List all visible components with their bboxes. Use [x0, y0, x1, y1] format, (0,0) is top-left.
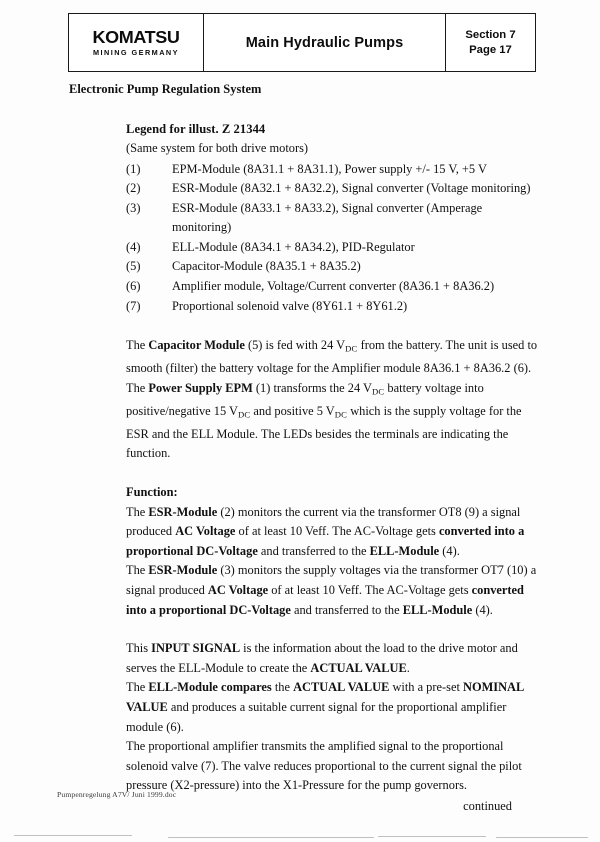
list-item	[126, 257, 538, 277]
text-run-bold: Capacitor Module	[148, 338, 245, 353]
page-title: Main Hydraulic Pumps	[245, 34, 404, 51]
paragraph-esr-module-3	[126, 561, 538, 620]
text-run: of at least 10 Veff. The AC-Voltage gets	[235, 524, 439, 539]
text-run-bold: AC Voltage	[207, 583, 269, 597]
legend-item-number: (2)	[126, 181, 141, 196]
subscript-dc: DC	[345, 343, 358, 354]
text-run-bold: ACTUAL VALUE	[310, 660, 407, 675]
spacer	[126, 316, 538, 336]
paragraph-power-supply-epm	[126, 379, 538, 464]
page-number: Page 17	[469, 43, 512, 56]
logo-tagline-text: MINING GERMANY	[93, 48, 179, 58]
subscript-dc: DC	[237, 409, 251, 420]
legend-item-number: (1)	[126, 161, 141, 176]
paragraph-proportional-amplifier: The proportional amplifier transmits the amplified signal to the proportional solenoid valve (7). The valve reduces proportional to the current signal the pilot pressure (X2-pressure) into the X1-Pressure for the pump governors.	[126, 739, 522, 793]
header-section-cell	[446, 14, 535, 71]
legend-list	[126, 160, 538, 317]
list-item	[126, 179, 538, 199]
legend-item-number: (5)	[126, 259, 141, 274]
subscript-dc: DC	[334, 409, 348, 420]
text-run: The	[126, 680, 149, 695]
legend-item-text: Capacitor-Module (8A35.1 + 8A35.2)	[172, 259, 361, 274]
header-logo-cell	[69, 14, 204, 71]
text-run: battery voltage into positive/negative 15 V	[126, 380, 484, 418]
spacer	[126, 620, 538, 639]
text-run: of at least 10 Veff. The AC-Voltage gets	[268, 583, 472, 597]
text-run: and transferred to the	[290, 602, 403, 617]
list-item	[126, 238, 538, 258]
text-run-bold: ESR-Module	[148, 504, 218, 519]
legend-item-number: (7)	[126, 298, 141, 313]
list-item	[126, 277, 538, 297]
function-heading-text: Function:	[126, 485, 178, 500]
scan-artifact	[0, 832, 600, 842]
text-run-bold: INPUT SIGNAL	[151, 641, 241, 656]
legend-item-text: ESR-Module (8A32.1 + 8A32.2), Signal converter (Voltage monitoring)	[172, 181, 531, 196]
text-run-bold: ELL-Module	[402, 602, 473, 617]
legend-item-text: Amplifier module, Voltage/Current converter (8A36.1 + 8A36.2)	[172, 279, 495, 294]
paragraph-capacitor-module	[126, 336, 538, 379]
text-run: the	[271, 680, 294, 695]
continued-label: continued	[463, 798, 512, 813]
section-heading: Electronic Pump Regulation System	[69, 82, 262, 96]
paragraph-esr-module-2	[126, 503, 538, 562]
text-run-bold: ACTUAL VALUE	[293, 680, 390, 695]
text-run-bold: ELL-Module	[369, 543, 440, 558]
text-run: and transferred to the	[257, 543, 370, 558]
komatsu-logo	[92, 26, 180, 58]
text-run-bold: converted into a proportional	[126, 583, 524, 617]
legend-title: Legend for illust. Z 21344	[126, 122, 266, 136]
text-run: The	[126, 563, 149, 578]
text-run: (2) monitors the current via the transformer OT8 (9) a signal produced	[126, 504, 521, 539]
text-run-bold: ESR-Module	[148, 563, 218, 578]
text-run-bold: converted into a proportional DC-Voltage	[126, 524, 525, 558]
text-run-bold: DC-Voltage	[226, 602, 291, 617]
text-run: with a pre-set	[389, 680, 463, 695]
text-run: (1) transforms the 24 V	[252, 380, 372, 395]
subscript-dc: DC	[371, 386, 385, 397]
legend-item-number: (6)	[126, 279, 141, 294]
logo-brand-text: KOMATSU	[92, 26, 180, 47]
footer-filename: Pumpenregelung A7V/ Juni 1999.doc	[57, 790, 177, 799]
text-run-bold: AC Voltage	[175, 524, 236, 539]
text-run: The	[126, 380, 149, 395]
section-page-label	[465, 28, 515, 58]
legend-item-text: ELL-Module (8A34.1 + 8A34.2), PID-Regulator	[172, 239, 415, 254]
legend-item-text: Proportional solenoid valve (8Y61.1 + 8Y61.2)	[172, 298, 408, 313]
page-header-table	[68, 13, 536, 72]
text-run: The	[126, 504, 149, 519]
text-run-bold: Power Supply EPM	[148, 380, 253, 395]
list-item	[126, 160, 538, 180]
legend-item-number: (3)	[126, 200, 141, 215]
legend-item-text: EPM-Module (8A31.1 + 8A31.1), Power supply +/- 15 V, +5 V	[172, 161, 487, 176]
text-run: .	[406, 660, 410, 675]
list-item	[126, 199, 538, 238]
text-run: The	[126, 338, 149, 353]
text-run-bold: NOMINAL VALUE	[126, 680, 524, 714]
legend-item-number: (4)	[126, 239, 141, 254]
text-run: (3) monitors the supply voltages via the transformer OT7 (10) a signal produced	[126, 563, 537, 597]
text-run: This	[126, 641, 152, 656]
function-heading	[126, 483, 538, 503]
text-run: (5) is fed with 24 V	[244, 338, 346, 353]
paragraph-input-signal	[126, 639, 538, 678]
spacer	[126, 464, 538, 483]
list-item	[126, 297, 538, 317]
text-run: from the battery. The unit is used to smooth (filter) the battery voltage for the Amplifier module 8A36.1 + 8A36.2 (6).	[126, 338, 538, 376]
paragraph-ell-module-compare	[126, 678, 538, 737]
section-number: Section 7	[465, 28, 516, 41]
document-body	[126, 120, 538, 817]
text-run: (4).	[472, 602, 493, 617]
text-run: and produces a suitable current signal for the proportional amplifier module (6).	[126, 699, 507, 734]
legend-item-text: ESR-Module (8A33.1 + 8A33.2), Signal converter (Amperage monitoring)	[172, 200, 483, 235]
legend-note: (Same system for both drive motors)	[126, 141, 309, 155]
text-run: is the information about the load to the drive motor and serves the ELL-Module to create the	[126, 641, 518, 675]
header-title-cell	[204, 14, 446, 71]
text-run: and positive 5 V	[250, 403, 335, 418]
text-run: (4).	[439, 543, 460, 558]
text-run: which is the supply voltage for the ESR and the ELL Module. The LEDs besides the terminals are indicating the function.	[126, 403, 522, 461]
text-run-bold: ELL-Module compares	[148, 680, 272, 695]
